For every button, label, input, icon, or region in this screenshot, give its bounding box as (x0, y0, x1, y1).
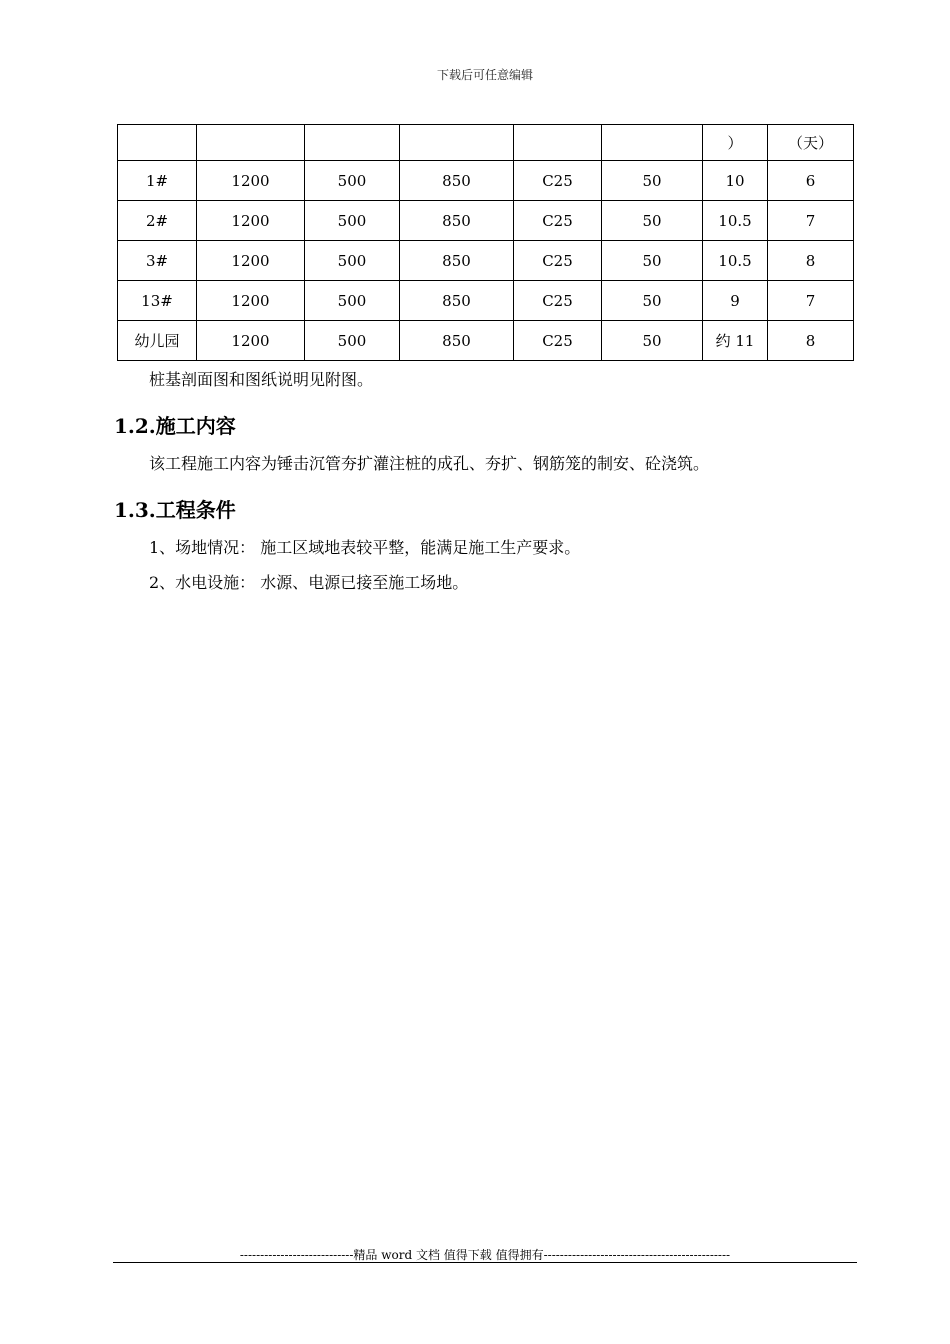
table-cell: 2# (118, 201, 197, 241)
table-cell: C25 (514, 321, 602, 361)
table-note: 桩基剖面图和图纸说明见附图。 (149, 370, 374, 389)
section-heading-1-2: 1.2.施工内容 (114, 414, 236, 438)
table-row (118, 281, 854, 321)
table-header-cell (602, 125, 703, 161)
section-1-3-item: 1、场地情况： 施工区域地表较平整，能满足施工生产要求。 (149, 538, 581, 557)
table-cell: 500 (305, 161, 400, 201)
table-row (118, 161, 854, 201)
table-header-row (118, 125, 854, 161)
table-cell: 10.5 (703, 241, 768, 281)
table-cell: 500 (305, 281, 400, 321)
table-cell: 850 (400, 161, 514, 201)
table-cell: 1200 (197, 161, 305, 201)
table-row (118, 201, 854, 241)
table-row (118, 321, 854, 361)
footer-divider (113, 1262, 857, 1263)
table-cell: 500 (305, 201, 400, 241)
table-cell: C25 (514, 161, 602, 201)
table-cell: 7 (768, 281, 854, 321)
table-cell: 500 (305, 321, 400, 361)
table-row (118, 241, 854, 281)
section-1-2-text: 该工程施工内容为锤击沉管夯扩灌注桩的成孔、夯扩、钢筋笼的制安、砼浇筑。 (149, 454, 710, 473)
table-cell: 8 (768, 321, 854, 361)
table-cell: C25 (514, 281, 602, 321)
table-cell: 10 (703, 161, 768, 201)
table-cell: 1# (118, 161, 197, 201)
table-cell: 1200 (197, 201, 305, 241)
page-header-note: 下载后可任意编辑 (436, 68, 533, 82)
table-cell: 6 (768, 161, 854, 201)
table-cell: 50 (602, 241, 703, 281)
table-cell: 1200 (197, 321, 305, 361)
table-cell: 10.5 (703, 201, 768, 241)
table-header-cell (305, 125, 400, 161)
table-cell: 3# (118, 241, 197, 281)
table-cell: C25 (514, 241, 602, 281)
table-cell: 850 (400, 281, 514, 321)
table-cell: 1200 (197, 241, 305, 281)
table-cell: 500 (305, 241, 400, 281)
table-cell: 50 (602, 161, 703, 201)
page-footer-text: ----------------------------精品 word 文档 值得下载 值得拥有---------------------------------------------- (239, 1248, 731, 1262)
table-cell: 8 (768, 241, 854, 281)
table-cell: 幼儿园 (118, 321, 197, 361)
table-cell: C25 (514, 201, 602, 241)
table-cell: 850 (400, 241, 514, 281)
table-cell: 约 11 (703, 321, 768, 361)
table-header-cell: （天） (768, 125, 854, 161)
table-cell: 50 (602, 321, 703, 361)
table-cell: 7 (768, 201, 854, 241)
table-cell: 850 (400, 201, 514, 241)
table-cell: 1200 (197, 281, 305, 321)
table-header-cell: ） (703, 125, 768, 161)
table-cell: 50 (602, 281, 703, 321)
table-cell: 13# (118, 281, 197, 321)
table-header-cell (197, 125, 305, 161)
section-1-3-item: 2、水电设施： 水源、电源已接至施工场地。 (149, 573, 469, 592)
table-header-cell (400, 125, 514, 161)
pile-parameter-table (117, 124, 854, 361)
section-heading-1-3: 1.3.工程条件 (114, 498, 236, 522)
table-cell: 50 (602, 201, 703, 241)
table-cell: 9 (703, 281, 768, 321)
table-cell: 850 (400, 321, 514, 361)
table-header-cell (514, 125, 602, 161)
table-header-cell (118, 125, 197, 161)
